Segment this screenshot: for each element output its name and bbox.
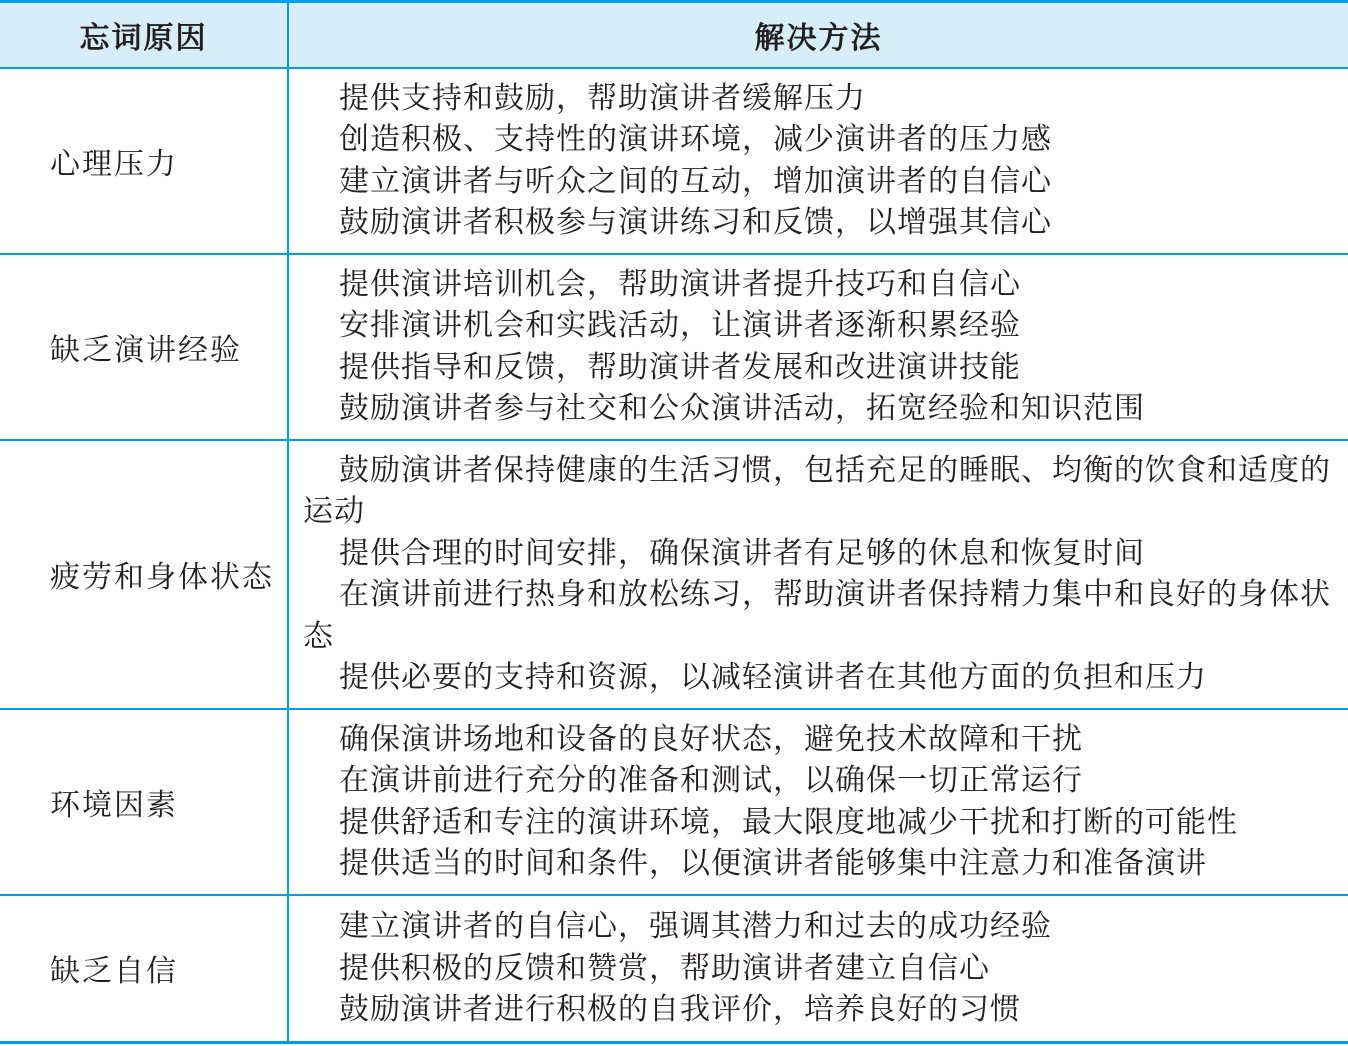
- cause-cell: 心理压力: [0, 69, 289, 253]
- solution-cell: [289, 255, 1348, 439]
- solution-line: 提供舒适和专注的演讲环境，最大限度地减少干扰和打断的可能性: [339, 804, 1238, 840]
- cause-cell: 疲劳和身体状态: [0, 441, 289, 708]
- solution-line: 在演讲前进行热身和放松练习，帮助演讲者保持精力集中和良好的身体状态: [303, 577, 1331, 654]
- table-row: [0, 896, 1348, 1041]
- header-solution: 解决方法: [754, 21, 883, 56]
- solution-line: 建立演讲者与听众之间的互动，增加演讲者的自信心: [339, 163, 1052, 199]
- solution-cell: [289, 896, 1348, 1041]
- solution-cell: [289, 69, 1348, 253]
- solution-line: 提供积极的反馈和赞赏，帮助演讲者建立自信心: [339, 950, 990, 986]
- solution-line: 建立演讲者的自信心，强调其潜力和过去的成功经验: [339, 909, 1052, 945]
- cause-cell: 缺乏自信: [0, 896, 289, 1041]
- solution-line: 鼓励演讲者进行积极的自我评价，培养良好的习惯: [339, 992, 1021, 1028]
- table-row: [0, 69, 1348, 255]
- solution-line: 提供合理的时间安排，确保演讲者有足够的休息和恢复时间: [339, 535, 1145, 571]
- header-cause: 忘词原因: [0, 3, 289, 67]
- solution-line: 提供必要的支持和资源，以减轻演讲者在其他方面的负担和压力: [339, 660, 1207, 696]
- solution-line: 安排演讲机会和实践活动，让演讲者逐渐积累经验: [339, 308, 1021, 344]
- solution-line: 创造积极、支持性的演讲环境，减少演讲者的压力感: [339, 122, 1052, 158]
- table-row: [0, 255, 1348, 441]
- cause-cell: 环境因素: [0, 710, 289, 894]
- solution-line: 在演讲前进行充分的准备和测试，以确保一切正常运行: [339, 763, 1083, 799]
- solution-line: 鼓励演讲者参与社交和公众演讲活动，拓宽经验和知识范围: [339, 391, 1145, 427]
- solution-line: 提供适当的时间和条件，以便演讲者能够集中注意力和准备演讲: [339, 846, 1207, 882]
- solution-line: 提供指导和反馈，帮助演讲者发展和改进演讲技能: [339, 349, 1021, 385]
- solution-line: 提供支持和鼓励，帮助演讲者缓解压力: [339, 80, 866, 116]
- solution-line: 提供演讲培训机会，帮助演讲者提升技巧和自信心: [339, 266, 1021, 302]
- solution-line: 鼓励演讲者积极参与演讲练习和反馈，以增强其信心: [339, 205, 1052, 241]
- cause-cell: 缺乏演讲经验: [0, 255, 289, 439]
- solution-line: 确保演讲场地和设备的良好状态，避免技术故障和干扰: [339, 721, 1083, 757]
- solution-cell: [289, 710, 1348, 894]
- solution-cell: [289, 441, 1348, 708]
- table-row: [0, 441, 1348, 710]
- table-row: [0, 710, 1348, 896]
- table-header: [0, 3, 1348, 69]
- solution-line: 鼓励演讲者保持健康的生活习惯，包括充足的睡眠、均衡的饮食和适度的运动: [303, 452, 1331, 530]
